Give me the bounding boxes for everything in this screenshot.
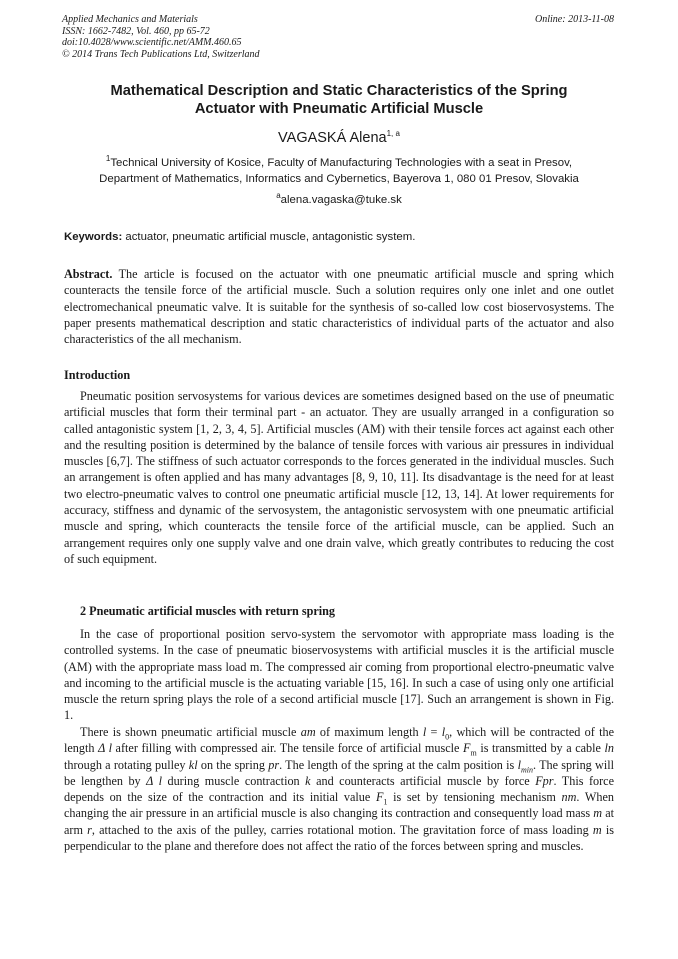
abstract-text: The article is focused on the actuator with one pneumatic artificial muscle and spring which counteracts the tensile force of the artificial muscle. Such a solution requires only one inlet and one outlet electromechanical pneumatic valve. It is suitable for the synthesis of so-called low cost bioservosystems. The paper presents mathematical description and static characteristics of individual parts of the actuator and also characteristics of the all mechanism. (64, 267, 614, 347)
title-line-1: Mathematical Description and Static Characteristics of the Spring (110, 83, 568, 99)
journal-name: Applied Mechanics and Materials (62, 14, 198, 25)
affiliation-line-1: Technical University of Kosice, Faculty of Manufacturing Technologies with a seat in Presov, (110, 157, 573, 169)
section2-paragraph-2: There is shown pneumatic artificial muscle am of maximum length $l = l_0$, which will be contracted of the length Δ l after filling with compressed air. The tensile force of artificial muscle $F_m$ is transmitted by a cable ln through a rotating pulley kl on the spring pr. The length of the spring at the calm position is $l_{min}$. The spring will be lengthen by Δ l during muscle contraction k and counteracts artificial muscle by force Fpr. This force depends on the size of the contraction and its initial value $F_1$ is set by tensioning mechanism nm. When changing the air pressure in an artificial muscle is also changing its contraction and consequently load mass m at arm r, attached to the axis of the pulley, carries rotational motion. The gravitation force of mass loading m is perpendicular to the plane and therefore does not affect the ratio of the forces between spring and muscles. (64, 725, 615, 854)
author-email (64, 192, 614, 208)
doi-line: doi:10.4028/www.scientific.net/AMM.460.65 (62, 37, 242, 49)
online-date: Online: 2013-11-08 (535, 14, 614, 25)
email-mark: a (276, 191, 281, 201)
section2-paragraph-1: In the case of proportional position servo-system the servomotor with appropriate mass loading is the controlled systems. In the case of pneumatic bioservosystems with artificial muscles it is the artificial muscle (AM) with the appropriate mass load m. The compressed air coming from proportional electro-pneumatic valve and incoming to the artificial muscle is the actuating variable [15, 16]. In such a case of using only one artificial muscle the return spring plays the role of a second artificial muscle [17]. Such an arrangement is shown in Fig. 1. (64, 627, 614, 723)
introduction-paragraph: Pneumatic position servosystems for various devices are sometimes designed based on the use of pneumatic artificial muscles that form their terminal part - an actuator. They are usually arranged in a configuration so called antagonistic system [1, 2, 3, 4, 5]. Artificial muscles (AM) with their tensile forces act against each other and the resulting position is determined by the balance of tensile forces with various air pressures in individual muscles [6,7]. The stiffness of such actuator corresponds to the forces generated in the individual muscles. Such an arrangement is often applied and has many advantages [8, 9, 10, 11]. Its disadvantage is the need for at least two electro-pneumatic valves to control one pneumatic artificial muscle [12, 13, 14]. At lower requirements for accuracy, stiffness and dynamic of the servosystem, the antagonistic servosystem with one pneumatic artificial muscle and spring, which counteracts the tensile force of the artificial muscle, can be applied. Such an arrangement requires only one supply valve and one drain valve, which greatly contributes to reducing the cost of such equipment. (64, 389, 614, 566)
copyright-line: © 2014 Trans Tech Publications Ltd, Switzerland (62, 48, 260, 60)
author-line (64, 129, 614, 147)
keywords-text: actuator, pneumatic artificial muscle, antagonistic system. (122, 231, 416, 243)
journal-header (62, 14, 462, 60)
issn-line: ISSN: 1662-7482, Vol. 460, pp 65-72 (62, 25, 210, 37)
abstract (64, 266, 614, 347)
keywords-label: Keywords: (64, 231, 123, 243)
affiliation-line-2: Department of Mathematics, Informatics and Cybernetics, Bayerova 1, 080 01 Presov, Slovakia (99, 173, 579, 185)
abstract-label: Abstract. (64, 267, 113, 281)
author-affiliation-mark: 1, a (386, 129, 400, 139)
section-heading-introduction: Introduction (64, 368, 131, 382)
keywords (64, 229, 614, 245)
paper-title (64, 82, 614, 118)
affiliation-mark: 1 (105, 154, 111, 164)
author-name: VAGASKÁ Alena (278, 130, 387, 146)
email-address[interactable]: alena.vagaska@tuke.sk (280, 194, 402, 206)
affiliation (64, 155, 614, 187)
title-line-2: Actuator with Pneumatic Artificial Muscle (194, 101, 484, 117)
section-heading-2: 2 Pneumatic artificial muscles with return spring (80, 604, 336, 618)
